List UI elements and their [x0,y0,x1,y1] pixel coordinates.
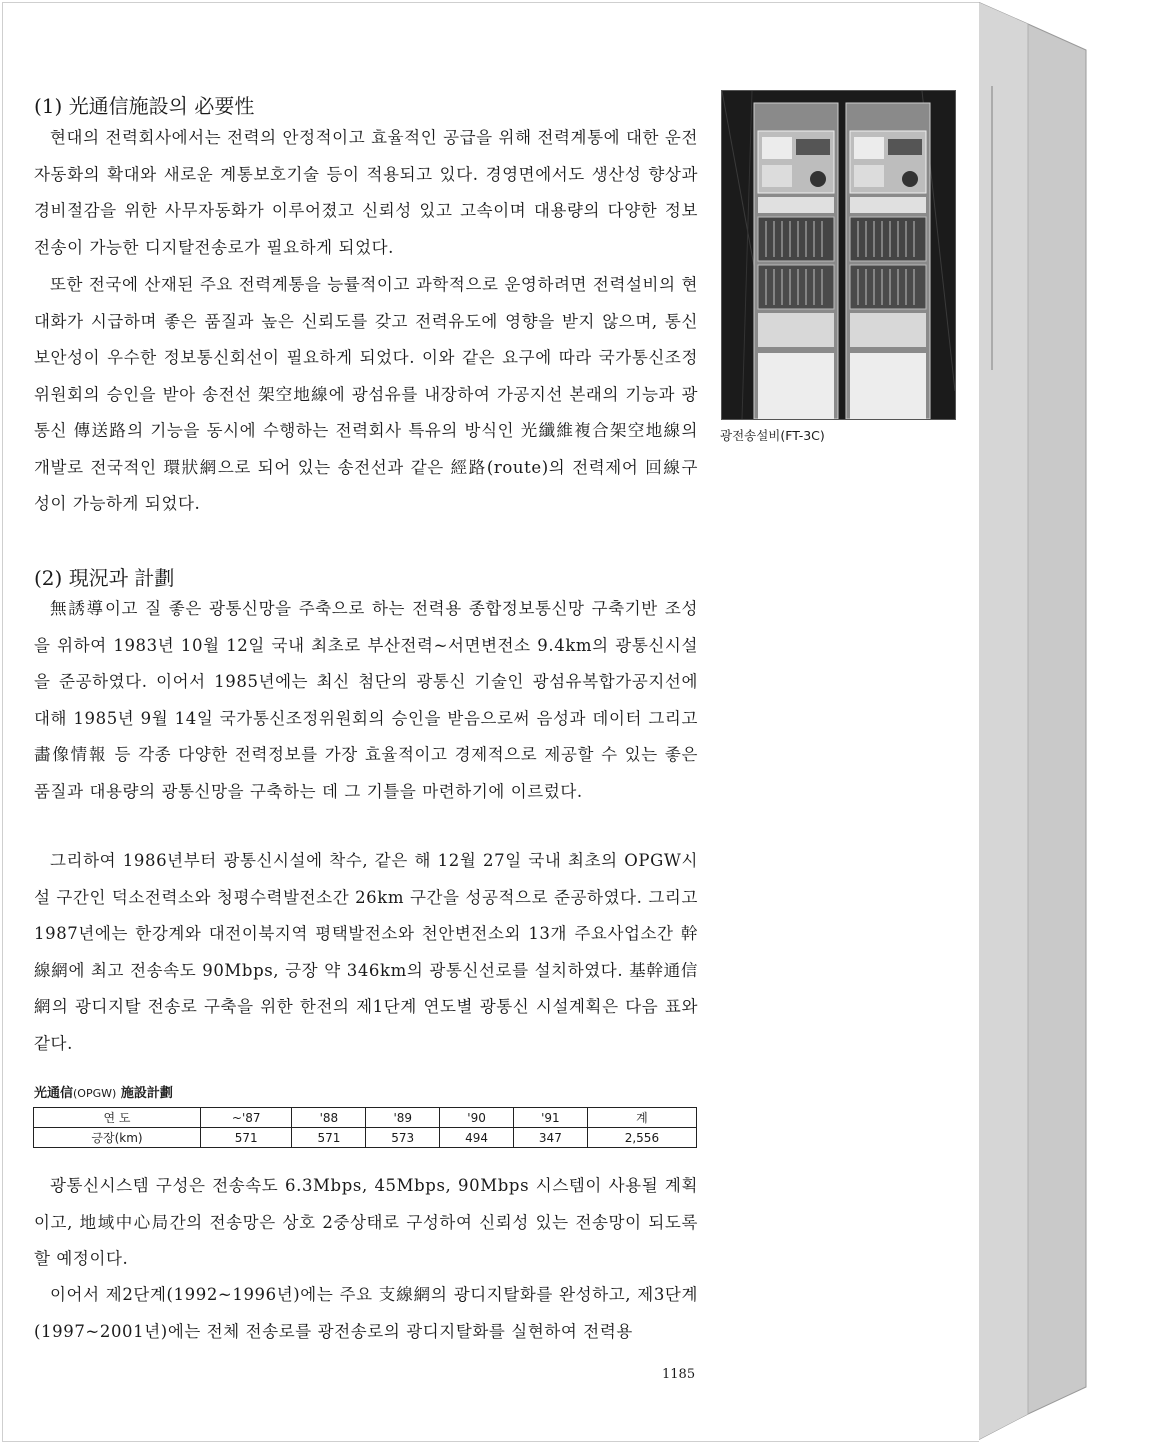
table-title-paren: (OPGW) [73,1087,117,1100]
optical-transmission-equipment-image [722,91,955,419]
table-year-cell: '91 [513,1108,587,1128]
table-row-label: 긍장(km) [34,1128,201,1148]
table-header-row [34,1108,697,1128]
section-2-paragraph-1: 無誘導이고 질 좋은 광통신망을 주축으로 하는 전력용 종합정보통신망 구축기반 조성을 위하여 1983년 10월 12일 국내 최초로 부산전력~서면변전소 9.4km의 광통신시설을 준공하였다. 이어서 1985년에는 최신 첨단의 광통신 기술인 광섬유복합가공지선에 대해 1985년 9월 14일 국가통신조정위원회의 승인을 받음으로써 음성과 데이터 그리고 畵像情報 등 각종 다양한 전력정보를 가장 효율적이고 경제적으로 제공할 수 있는 좋은 품질과 대용량의 광통신망을 구축하는 데 그 기틀을 마련하기에 이르렀다. [34,599,698,801]
section-1-paragraph-2: 또한 전국에 산재된 주요 전력계통을 능률적이고 과학적으로 운영하려면 전력설비의 현대화가 시급하며 좋은 품질과 높은 신뢰도를 갖고 전력유도에 영향을 받지 않으며, 통신보안성이 우수한 정보통신회선이 필요하게 되었다. 이와 같은 요구에 따라 국가통신조정위원회의 승인을 받아 송전선 架空地線에 광섬유를 내장하여 가공지선 본래의 기능과 광통신 傳送路의 기능을 동시에 수행하는 전력회사 특유의 방식인 光纖維複合架空地線의 개발로 전국적인 環狀網으로 되어 있는 송전선과 같은 經路(route)의 전력제어 回線구성이 가능하게 되었다. [34,275,699,513]
table-year-cell: ~'87 [201,1108,292,1128]
table-year-cell: '88 [292,1108,366,1128]
section-3-paragraph-1: 광통신시스템 구성은 전송속도 6.3Mbps, 45Mbps, 90Mbps 시스템이 사용될 계획이고, 地域中心局간의 전송망은 상호 2중상태로 구성하여 신뢰성 있는 전송망이 되도록 할 예정이다. [34,1176,698,1268]
table-year-cell: 계 [587,1108,696,1128]
table-title [34,1082,173,1101]
section-3-paragraph-2: 이어서 제2단계(1992~1996년)에는 주요 支線網의 광디지탈화를 완성하고, 제3단계(1997~2001년)에는 전체 전송로를 광전송로의 광디지탈화를 실현하여 전력용 [34,1285,698,1341]
table-header-label: 연 도 [34,1108,201,1128]
table-year-cell: '89 [366,1108,440,1128]
section-2-paragraph-2: 그리하여 1986년부터 광통신시설에 착수, 같은 해 12월 27일 국내 최초의 OPGW시설 구간인 덕소전력소와 청평수력발전소간 26km 구간을 성공적으로 준공하였다. 그리고 1987년에는 한강계와 대전이북지역 평택발전소와 천안변전소외 13개 주요사업소간 幹線網에 최고 전송속도 90Mbps, 긍장 약 346km의 광통신선로를 설치하였다. 基幹通信網의 광디지탈 전송로 구축을 위한 한전의 제1단계 연도별 광통신 시설계획은 다음 표와 같다. [34,851,698,1053]
section-1-paragraph-1: 현대의 전력회사에서는 전력의 안정적이고 효율적인 공급을 위해 전력계통에 대한 운전자동화의 확대와 새로운 계통보호기술 등이 적용되고 있다. 경영면에서도 생산성 향상과 경비절감을 위한 사무자동화가 이루어졌고 신뢰성 있고 고속이며 대용량의 다양한 정보전송이 가능한 디지탈전송로가 필요하게 되었다. [34,128,699,257]
table-year-cell: '90 [440,1108,514,1128]
table-value-cell: 494 [440,1128,514,1148]
table-value-cell: 347 [513,1128,587,1148]
page-number: 1185 [662,1367,696,1382]
table-title-main: 光通信 [34,1086,74,1101]
opgw-plan-table [33,1107,697,1148]
table-title-tail: 施設計劃 [116,1086,173,1101]
table-value-cell: 2,556 [587,1128,696,1148]
table-data-row [34,1128,697,1148]
equipment-photo [721,90,956,420]
photo-caption: 광전송설비(FT-3C) [720,428,825,443]
table-value-cell: 571 [201,1128,292,1148]
table-value-cell: 573 [366,1128,440,1148]
section-1-heading: (1) 光通信施設의 必要性 [34,94,255,118]
section-2-heading: (2) 現況과 計劃 [34,566,175,590]
table-value-cell: 571 [292,1128,366,1148]
book-page-edge-shadow [978,2,1088,1440]
